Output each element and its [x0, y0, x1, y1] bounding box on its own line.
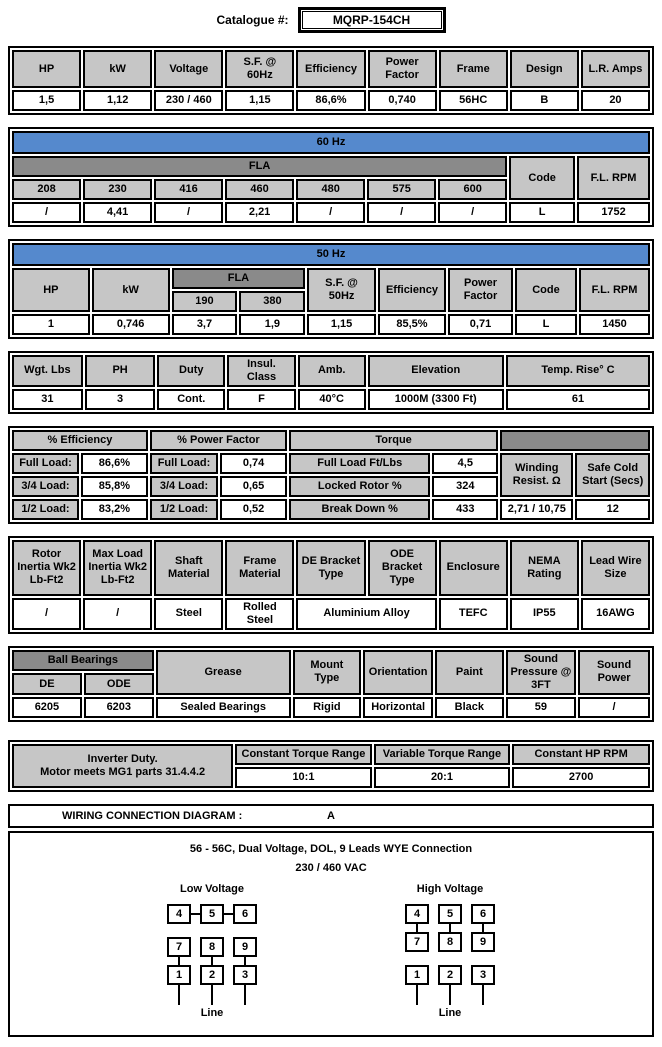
variable-torque-header: Variable Torque Range — [374, 744, 511, 765]
catalogue-label: Catalogue #: — [216, 13, 289, 27]
terminal-2: 2 — [200, 965, 224, 985]
table-row — [12, 697, 650, 718]
table-row — [12, 430, 650, 451]
code-value: L — [515, 314, 577, 335]
lr-amps-header: L.R. Amps — [581, 50, 650, 88]
table-row — [12, 202, 650, 223]
terminal-9: 9 — [233, 937, 257, 957]
table-row — [12, 243, 650, 266]
wiring-diagram-header — [8, 804, 654, 828]
enclosure-header: Enclosure — [439, 540, 508, 596]
mount-type-value: Rigid — [293, 697, 362, 718]
inverter-duty-line2: Motor meets MG1 parts 31.4.4.2 — [40, 765, 206, 778]
voltage-575-header: 575 — [367, 179, 436, 200]
60hz-title-bar: 60 Hz — [12, 131, 650, 154]
wiring-diagram-body — [8, 831, 654, 1037]
line-label: Line — [200, 1006, 224, 1019]
table-row — [12, 598, 650, 630]
terminal-row — [167, 904, 257, 924]
efficiency-header: Efficiency — [296, 50, 365, 88]
kw-value: 1,12 — [83, 90, 152, 111]
sf60-value: 1,15 — [225, 90, 294, 111]
table-row — [12, 314, 650, 335]
sf50-value: 1,15 — [307, 314, 375, 335]
constant-hp-rpm-value: 2700 — [512, 767, 650, 788]
rotor-inertia-header: Rotor Inertia Wk2 Lb-Ft2 — [12, 540, 81, 596]
table-row — [12, 650, 650, 671]
voltage-416-header: 416 — [154, 179, 223, 200]
terminal-4: 4 — [405, 904, 429, 924]
shaft-material-value: Steel — [154, 598, 223, 630]
eff-34-load-label: 3/4 Load: — [12, 476, 79, 497]
eff-full-load-label: Full Load: — [12, 453, 79, 474]
line-leads — [405, 985, 495, 1005]
terminal-5: 5 — [438, 904, 462, 924]
torque-locked-rotor-label: Locked Rotor % — [289, 476, 430, 497]
terminal-1: 1 — [167, 965, 191, 985]
variable-torque-value: 20:1 — [374, 767, 511, 788]
catalogue-number: MQRP-154CH — [302, 11, 442, 29]
pf-full-load-value: 0,74 — [220, 453, 287, 474]
sound-power-header: Sound Power — [578, 650, 650, 695]
phase-value: 3 — [85, 389, 156, 410]
hp-value: 1,5 — [12, 90, 81, 111]
insul-class-value: F — [227, 389, 296, 410]
fla-480-value: / — [296, 202, 365, 223]
50hz-title-bar: 50 Hz — [12, 243, 650, 266]
terminal-row — [167, 937, 257, 957]
terminal-6: 6 — [471, 904, 495, 924]
vertical-connectors — [167, 957, 257, 965]
table-row — [12, 156, 650, 177]
voltage-190-header: 190 — [172, 291, 238, 312]
eff-12-load-value: 83,2% — [81, 499, 148, 520]
table-row — [12, 389, 650, 410]
rating-table — [8, 46, 654, 115]
ode-header: ODE — [84, 673, 154, 694]
table-60hz — [8, 127, 654, 227]
construction-table — [8, 536, 654, 634]
orientation-header: Orientation — [363, 650, 433, 695]
torque-full-load-value: 4,5 — [432, 453, 498, 474]
fla-460-value: 2,21 — [225, 202, 294, 223]
line-lead — [416, 985, 418, 1005]
voltage-380-header: 380 — [239, 291, 305, 312]
fla-575-value: / — [367, 202, 436, 223]
table-row — [12, 268, 650, 289]
max-load-inertia-value: / — [83, 598, 152, 630]
wiring-diagram-code: A — [327, 809, 335, 822]
eff-12-load-label: 1/2 Load: — [12, 499, 79, 520]
mount-type-header: Mount Type — [293, 650, 362, 695]
voltage-230-header: 230 — [83, 179, 152, 200]
table-row — [12, 744, 650, 765]
torque-full-load-label: Full Load Ft/Lbs — [289, 453, 430, 474]
enclosure-value: TEFC — [439, 598, 508, 630]
fl-rpm-header: F.L. RPM — [579, 268, 650, 312]
torque-locked-rotor-value: 324 — [432, 476, 498, 497]
constant-hp-rpm-header: Constant HP RPM — [512, 744, 650, 765]
inverter-table — [8, 740, 654, 792]
winding-resist-value: 2,71 / 10,75 — [500, 499, 573, 520]
efficiency-value: 86,6% — [296, 90, 365, 111]
blank-cell — [500, 430, 650, 451]
shaft-material-header: Shaft Material — [154, 540, 223, 596]
grease-value: Sealed Bearings — [156, 697, 291, 718]
fl-rpm-value: 1752 — [577, 202, 650, 223]
hp-header: HP — [12, 50, 81, 88]
de-header: DE — [12, 673, 82, 694]
frame-header: Frame — [439, 50, 508, 88]
sound-pressure-value: 59 — [506, 697, 577, 718]
voltage-600-header: 600 — [438, 179, 507, 200]
terminal-2: 2 — [438, 965, 462, 985]
torque-break-down-label: Break Down % — [289, 499, 430, 520]
nema-rating-header: NEMA Rating — [510, 540, 579, 596]
fla-band: FLA — [172, 268, 306, 289]
design-value: B — [510, 90, 579, 111]
bearings-table — [8, 646, 654, 722]
frame-material-value: Rolled Steel — [225, 598, 294, 630]
hp-header: HP — [12, 268, 90, 312]
elevation-header: Elevation — [368, 355, 504, 387]
vertical-connector — [482, 924, 484, 932]
general-table — [8, 351, 654, 414]
line-lead — [178, 985, 180, 1005]
power-factor-header: Power Factor — [368, 50, 437, 88]
temp-rise-value: 61 — [506, 389, 650, 410]
terminal-9: 9 — [471, 932, 495, 952]
table-row — [12, 499, 650, 520]
voltage-208-header: 208 — [12, 179, 81, 200]
weight-header: Wgt. Lbs — [12, 355, 83, 387]
orientation-value: Horizontal — [363, 697, 433, 718]
efficiency-header: Efficiency — [378, 268, 446, 312]
terminal-8: 8 — [200, 937, 224, 957]
fl-rpm-header: F.L. RPM — [577, 156, 650, 200]
eff-full-load-value: 86,6% — [81, 453, 148, 474]
sound-pressure-header: Sound Pressure @ 3FT — [506, 650, 577, 695]
terminal-3: 3 — [233, 965, 257, 985]
torque-section-header: Torque — [289, 430, 498, 451]
terminal-8: 8 — [438, 932, 462, 952]
constant-torque-header: Constant Torque Range — [235, 744, 372, 765]
paint-value: Black — [435, 697, 504, 718]
table-row — [12, 453, 650, 474]
hp-value: 1 — [12, 314, 90, 335]
lr-amps-value: 20 — [581, 90, 650, 111]
power-factor-section-header: % Power Factor — [150, 430, 287, 451]
wiring-voltage-label: 230 / 460 VAC — [295, 861, 367, 874]
sf60-header: S.F. @ 60Hz — [225, 50, 294, 88]
fla-208-value: / — [12, 202, 81, 223]
vertical-connector — [211, 957, 213, 965]
line-leads — [167, 985, 257, 1005]
phase-header: PH — [85, 355, 156, 387]
terminal-row — [405, 965, 495, 985]
elevation-value: 1000M (3300 Ft) — [368, 389, 504, 410]
power-factor-value: 0,71 — [448, 314, 513, 335]
max-load-inertia-header: Max Load Inertia Wk2 Lb-Ft2 — [83, 540, 152, 596]
high-voltage-diagram — [405, 883, 495, 1019]
power-factor-header: Power Factor — [448, 268, 513, 312]
frame-material-header: Frame Material — [225, 540, 294, 596]
efficiency-value: 85,5% — [378, 314, 446, 335]
temp-rise-header: Temp. Rise° C — [506, 355, 650, 387]
rotor-inertia-value: / — [12, 598, 81, 630]
eff-34-load-value: 85,8% — [81, 476, 148, 497]
vertical-connector — [416, 924, 418, 932]
pf-full-load-label: Full Load: — [150, 453, 218, 474]
vertical-connectors — [405, 924, 495, 932]
safe-cold-start-header: Safe Cold Start (Secs) — [575, 453, 650, 497]
terminal-row — [405, 904, 495, 924]
code-value: L — [509, 202, 575, 223]
terminal-7: 7 — [167, 937, 191, 957]
table-row — [12, 50, 650, 88]
power-factor-value: 0,740 — [368, 90, 437, 111]
frame-value: 56HC — [439, 90, 508, 111]
fla-600-value: / — [438, 202, 507, 223]
high-voltage-label: High Voltage — [416, 882, 484, 895]
sf50-header: S.F. @ 50Hz — [307, 268, 375, 312]
horizontal-connector — [224, 913, 233, 915]
line-lead — [244, 985, 246, 1005]
pf-12-load-value: 0,52 — [220, 499, 287, 520]
inverter-duty-cell — [12, 744, 233, 788]
line-lead — [449, 985, 451, 1005]
table-50hz — [8, 239, 654, 339]
terminal-5: 5 — [200, 904, 224, 924]
constant-torque-value: 10:1 — [235, 767, 372, 788]
vertical-connector — [449, 924, 451, 932]
line-label: Line — [438, 1006, 462, 1019]
voltage-460-header: 460 — [225, 179, 294, 200]
fla-band: FLA — [12, 156, 507, 177]
low-voltage-diagram — [167, 883, 257, 1019]
catalogue-number-box — [298, 7, 446, 33]
line-lead — [482, 985, 484, 1005]
ball-bearings-band: Ball Bearings — [12, 650, 154, 671]
wiring-diagrams — [10, 883, 652, 1019]
ambient-header: Amb. — [298, 355, 366, 387]
sound-power-value: / — [578, 697, 650, 718]
low-voltage-label: Low Voltage — [180, 882, 244, 895]
lead-wire-header: Lead Wire Size — [581, 540, 650, 596]
catalogue-row — [8, 7, 654, 33]
terminal-row — [405, 932, 495, 952]
safe-cold-start-value: 12 — [575, 499, 650, 520]
ode-bearing-value: 6203 — [84, 697, 154, 718]
ode-bracket-header: ODE Bracket Type — [368, 540, 437, 596]
table-row — [12, 540, 650, 596]
wiring-header-label: WIRING CONNECTION DIAGRAM : — [62, 809, 243, 822]
voltage-480-header: 480 — [296, 179, 365, 200]
pf-34-load-label: 3/4 Load: — [150, 476, 218, 497]
table-row — [12, 131, 650, 154]
duty-header: Duty — [157, 355, 225, 387]
vertical-connector — [178, 957, 180, 965]
fl-rpm-value: 1450 — [579, 314, 650, 335]
wiring-connection-title: 56 - 56C, Dual Voltage, DOL, 9 Leads WYE Connection — [189, 842, 473, 855]
voltage-value: 230 / 460 — [154, 90, 223, 111]
efficiency-section-header: % Efficiency — [12, 430, 148, 451]
terminal-1: 1 — [405, 965, 429, 985]
nema-rating-value: IP55 — [510, 598, 579, 630]
fla-190-value: 3,7 — [172, 314, 238, 335]
duty-value: Cont. — [157, 389, 225, 410]
code-header: Code — [509, 156, 575, 200]
grease-header: Grease — [156, 650, 291, 695]
kw-header: kW — [83, 50, 152, 88]
terminal-row — [167, 965, 257, 985]
lead-wire-value: 16AWG — [581, 598, 650, 630]
ambient-value: 40°C — [298, 389, 366, 410]
de-bracket-header: DE Bracket Type — [296, 540, 365, 596]
fla-416-value: / — [154, 202, 223, 223]
inverter-duty-line1: Inverter Duty. — [87, 752, 158, 765]
terminal-6: 6 — [233, 904, 257, 924]
bracket-material-value: Aluminium Alloy — [296, 598, 436, 630]
pf-34-load-value: 0,65 — [220, 476, 287, 497]
performance-table — [8, 426, 654, 524]
kw-value: 0,746 — [92, 314, 170, 335]
design-header: Design — [510, 50, 579, 88]
de-bearing-value: 6205 — [12, 697, 82, 718]
table-row — [12, 355, 650, 387]
table-row — [12, 90, 650, 111]
terminal-3: 3 — [471, 965, 495, 985]
terminal-7: 7 — [405, 932, 429, 952]
voltage-header: Voltage — [154, 50, 223, 88]
line-lead — [211, 985, 213, 1005]
insul-class-header: Insul. Class — [227, 355, 296, 387]
kw-header: kW — [92, 268, 170, 312]
pf-12-load-label: 1/2 Load: — [150, 499, 218, 520]
code-header: Code — [515, 268, 577, 312]
fla-230-value: 4,41 — [83, 202, 152, 223]
paint-header: Paint — [435, 650, 504, 695]
terminal-4: 4 — [167, 904, 191, 924]
weight-value: 31 — [12, 389, 83, 410]
winding-resist-header: Winding Resist. Ω — [500, 453, 573, 497]
fla-380-value: 1,9 — [239, 314, 305, 335]
horizontal-connector — [191, 913, 200, 915]
vertical-connector — [244, 957, 246, 965]
torque-break-down-value: 433 — [432, 499, 498, 520]
